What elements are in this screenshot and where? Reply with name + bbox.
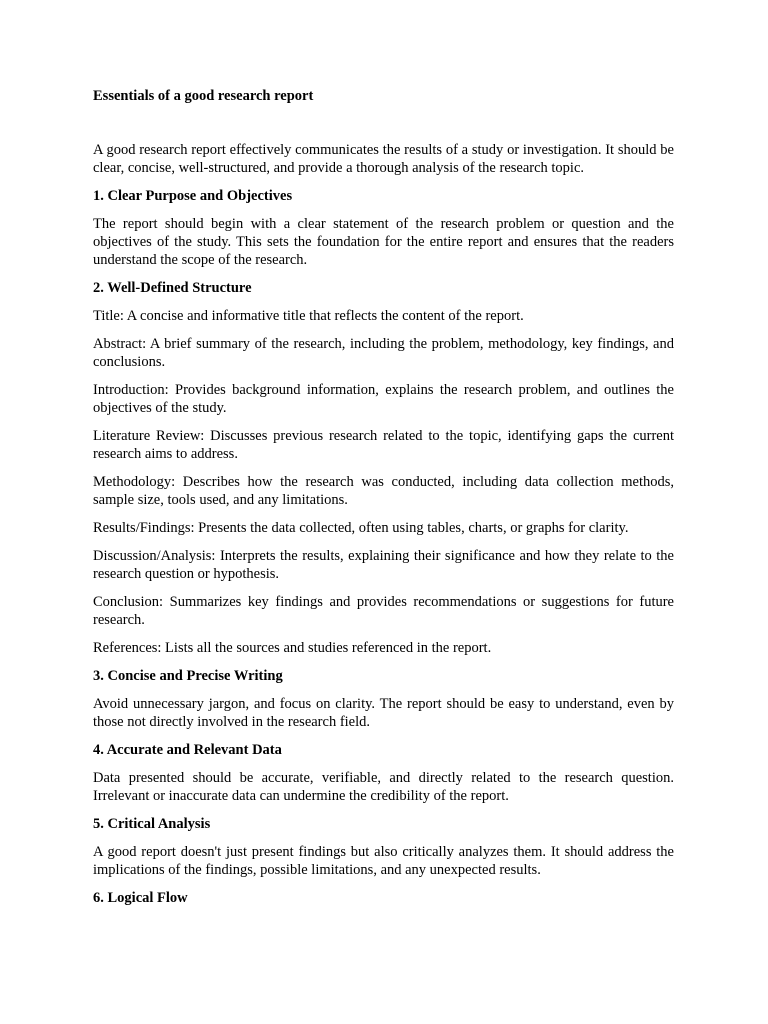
- document-title: Essentials of a good research report: [93, 88, 314, 104]
- document-page: [93, 86, 674, 917]
- structure-item-methodology: Methodology: Describes how the research was conducted, including data collection methods, sample size, tools used, and any limitations.: [93, 474, 674, 508]
- section-paragraph: Data presented should be accurate, verifiable, and directly related to the research question. Irrelevant or inaccurate data can undermine the credibility of the report.: [93, 770, 674, 804]
- section-paragraph: The report should begin with a clear statement of the research problem or question and the objectives of the study. This sets the foundation for the entire report and ensures that the readers understand the scope of the research.: [93, 216, 674, 268]
- structure-item-results: Results/Findings: Presents the data collected, often using tables, charts, or graphs for clarity.: [93, 520, 629, 536]
- section-heading-data: 4. Accurate and Relevant Data: [93, 742, 282, 758]
- intro-paragraph: A good research report effectively communicates the results of a study or investigation. It should be clear, concise, well-structured, and provide a thorough analysis of the research topic.: [93, 142, 674, 176]
- section-heading-purpose: 1. Clear Purpose and Objectives: [93, 188, 293, 204]
- structure-item-discussion: Discussion/Analysis: Interprets the results, explaining their significance and how they relate to the research question or hypothesis.: [93, 548, 674, 582]
- structure-item-references: References: Lists all the sources and studies referenced in the report.: [93, 640, 492, 656]
- section-heading-analysis: 5. Critical Analysis: [93, 816, 211, 832]
- structure-item-introduction: Introduction: Provides background information, explains the research problem, and outlines the objectives of the study.: [93, 382, 674, 416]
- structure-item-literature-review: Literature Review: Discusses previous research related to the topic, identifying gaps the current research aims to address.: [93, 428, 674, 462]
- structure-item-abstract: Abstract: A brief summary of the research, including the problem, methodology, key findings, and conclusions.: [93, 336, 674, 370]
- section-paragraph: A good report doesn't just present findings but also critically analyzes them. It should address the implications of the findings, possible limitations, and any unexpected results.: [93, 844, 674, 878]
- section-paragraph: Avoid unnecessary jargon, and focus on clarity. The report should be easy to understand, even by those not directly involved in the research field.: [93, 696, 674, 730]
- section-heading-logical-flow: 6. Logical Flow: [93, 890, 188, 906]
- structure-item-title: Title: A concise and informative title that reflects the content of the report.: [93, 308, 524, 324]
- section-heading-structure: 2. Well-Defined Structure: [93, 280, 252, 296]
- section-heading-writing: 3. Concise and Precise Writing: [93, 668, 283, 684]
- structure-item-conclusion: Conclusion: Summarizes key findings and provides recommendations or suggestions for future research.: [93, 594, 674, 628]
